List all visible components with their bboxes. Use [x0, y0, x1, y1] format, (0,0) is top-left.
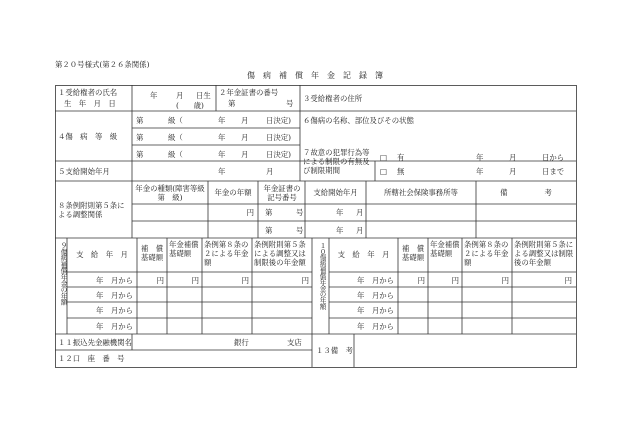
table9-period-header: 支 給 年 月 — [76, 250, 128, 259]
beneficiary-name-label: １受給権者の氏名 — [58, 88, 118, 97]
table9-period: 年 月から — [96, 322, 133, 331]
from-month: 月 — [509, 153, 517, 162]
table9-period: 年 月から — [96, 291, 133, 300]
age: ( 歳) — [176, 101, 204, 110]
birth-date-label: 生 年 月 日 — [64, 99, 116, 108]
table9-art8-header: 条例第８条の２による年金額 — [204, 240, 249, 267]
cert-dai: 第 — [228, 99, 236, 108]
bank-suffix: 銀行 — [234, 338, 249, 347]
office-header: 所轄社会保険事務所等 — [384, 188, 458, 197]
adj-month: 月 — [356, 208, 364, 217]
birth-month: 月 — [176, 91, 184, 100]
table10-cell: 円 — [417, 276, 425, 285]
adj-month: 月 — [356, 226, 364, 235]
form-number: 第２０号様式(第２６条関係) — [55, 60, 150, 69]
cert-id-header: 年金証書の記号番号 — [263, 184, 301, 202]
address-label: ３受給権者の住所 — [303, 94, 363, 103]
grade-year: 年 — [218, 116, 226, 125]
grade-decided: 日決定) — [266, 116, 292, 125]
remarks-label: １３備 考 — [316, 346, 353, 355]
table9-pension-base-header: 年金補償基礎額 — [169, 240, 199, 258]
table9-period: 年 月から — [96, 306, 133, 315]
birth-day: 日生 — [196, 91, 211, 100]
table9-cell: 円 — [301, 276, 309, 285]
from-label: 日から — [542, 153, 565, 162]
table10-period-header: 支 給 年 月 — [337, 250, 390, 259]
adj-dai: 第 — [265, 226, 273, 235]
pension-amount-header: 年金の年額 — [214, 188, 252, 197]
grade-kyu: 級（ — [168, 150, 183, 159]
table10-base-header: 補 償基礎額 — [401, 244, 425, 262]
table10-cell: 円 — [564, 276, 572, 285]
grade-dai: 第 — [136, 116, 144, 125]
pension-type-header: 年金の種類(障害等級第 級) — [135, 184, 205, 202]
to-label: 日まで — [542, 167, 565, 176]
table9-period: 年 月から — [96, 276, 133, 285]
to-year: 年 — [476, 167, 484, 176]
table10-period: 年 月から — [357, 276, 394, 285]
table10-period: 年 月から — [357, 322, 394, 331]
grade-dai: 第 — [136, 150, 144, 159]
remarks-header: 備 考 — [500, 188, 552, 197]
grade-month: 月 — [241, 116, 249, 125]
grade-kyu: 級（ — [168, 133, 183, 142]
bank-label: １１振込先金融機関名 — [58, 338, 132, 347]
from-year: 年 — [476, 153, 484, 162]
branch-suffix: 支店 — [287, 338, 302, 347]
table10-side-label: １０傷病補償年金の年額 — [318, 242, 326, 310]
checkbox-no[interactable]: □ — [380, 167, 387, 176]
no-label: 無 — [397, 167, 405, 176]
table10-adjusted-header: 条例附則第５条による調整又は制限後の年金額 — [514, 240, 574, 267]
table10-pension-base-header: 年金補償基礎額 — [430, 240, 460, 258]
form-title: 傷 病 補 償 年 金 記 録 簿 — [247, 71, 383, 80]
grade-kyu: 級（ — [168, 116, 183, 125]
yen-unit: 円 — [246, 208, 254, 217]
table10-period: 年 月から — [357, 291, 394, 300]
table10-cell: 円 — [451, 276, 459, 285]
adj-go: 号 — [296, 226, 304, 235]
to-month: 月 — [509, 167, 517, 176]
checkbox-yes[interactable]: □ — [380, 153, 387, 162]
adj-year: 年 — [336, 208, 344, 217]
grade-year: 年 — [218, 133, 226, 142]
adj-year: 年 — [336, 226, 344, 235]
restriction-label: ７故意の犯罪行為等による制限の有無及び制限期間 — [303, 148, 370, 175]
table10-cell: 円 — [501, 276, 509, 285]
table9-side-label: ９傷病補償年金の年額 — [59, 242, 67, 305]
grade-month: 月 — [241, 150, 249, 159]
grade-year: 年 — [218, 150, 226, 159]
table9-adjusted-header: 条例附則第５条による調整又は制限後の年金額 — [254, 240, 306, 267]
cert-go: 号 — [286, 99, 294, 108]
table9-base-header: 補 償基礎額 — [140, 244, 164, 262]
grade-label: ４傷 病 等 級 — [58, 132, 118, 141]
grade-month: 月 — [241, 133, 249, 142]
start-label: ５支給開始年月 — [58, 167, 110, 176]
birth-year: 年 — [150, 91, 158, 100]
injury-label: ６傷病の名称、部位及びその状態 — [303, 116, 414, 125]
start-header: 支給開始年月 — [313, 188, 358, 197]
table9-cell: 円 — [191, 276, 199, 285]
table9-cell: 円 — [241, 276, 249, 285]
adj-dai: 第 — [265, 208, 273, 217]
table10-art8-header: 条例第８条の２による年金額 — [464, 240, 509, 267]
account-label: １２口 座 番 号 — [58, 354, 125, 363]
grade-decided: 日決定) — [266, 133, 292, 142]
start-year: 年 — [218, 167, 226, 176]
grade-decided: 日決定) — [266, 150, 292, 159]
table9-cell: 円 — [156, 276, 164, 285]
table10-period: 年 月から — [357, 306, 394, 315]
yes-label: 有 — [397, 153, 405, 162]
cert-number-label: ２年金証書の番号 — [219, 88, 279, 97]
grade-dai: 第 — [136, 133, 144, 142]
adjustment-label: ８条例附則第５条による調整関係 — [58, 201, 125, 219]
adj-go: 号 — [296, 208, 304, 217]
start-month: 月 — [266, 167, 274, 176]
